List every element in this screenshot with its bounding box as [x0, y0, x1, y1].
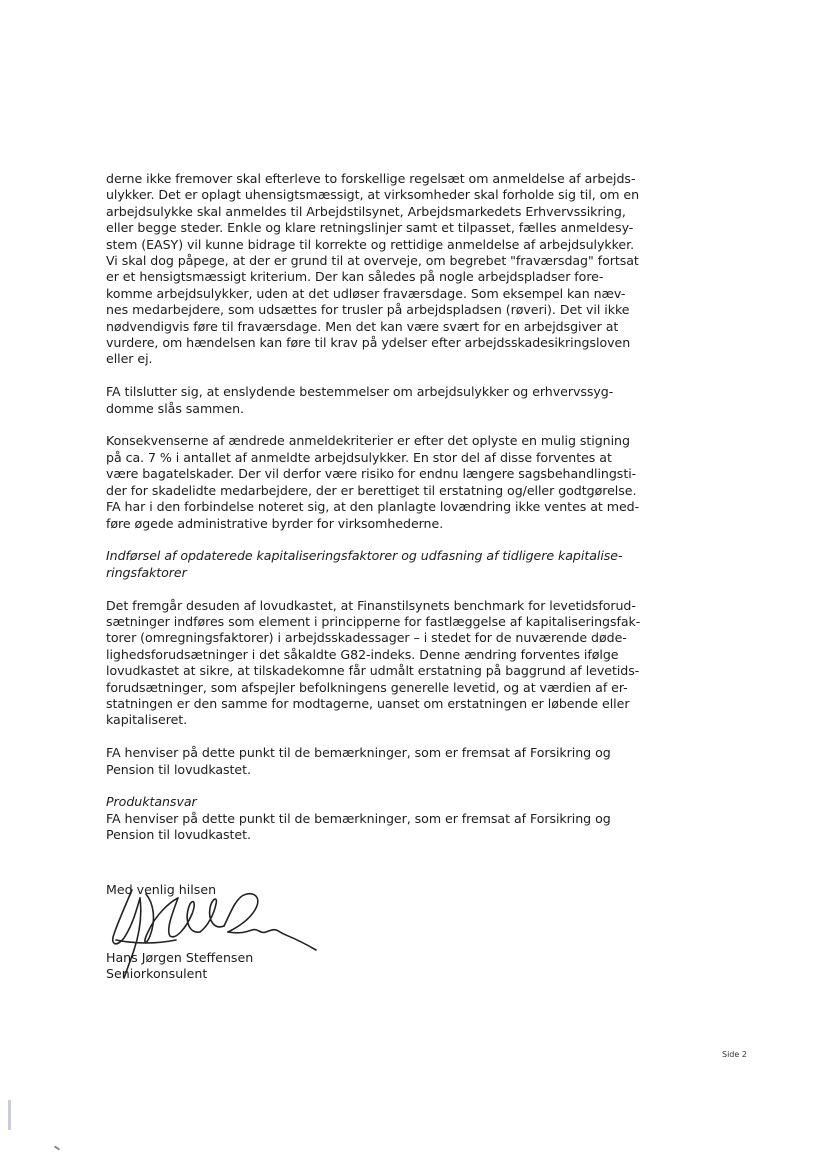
signatory-title: Seniorkonsulent	[106, 966, 208, 982]
text-line: statningen er den samme for modtagerne, uanset om erstatningen er løbende eller	[106, 695, 630, 711]
section-heading-capitalisation	[106, 548, 706, 581]
paragraph-merge-provisions	[106, 384, 706, 417]
text-line: lighedsforudsætninger i det såkaldte G82-indeks. Denne ændring forventes ifølge	[106, 646, 619, 662]
text-line: lovudkastet at sikre, at tilskadekomne får udmålt erstatning på baggrund af levetids-	[106, 663, 640, 679]
heading-line: Indførsel af opdaterede kapitaliseringsfaktorer og udfasning af tidligere kapitalise-	[106, 548, 623, 564]
text-line: Pension til lovudkastet.	[106, 761, 251, 777]
text-line: vurdere, om hændelsen kan føre til krav på ydelser efter arbejdsskadesikringsloven	[106, 335, 631, 351]
text-line: eller begge steder. Enkle og klare retningslinjer samt et tilpasset, fælles anmeldesy-	[106, 220, 634, 236]
text-line: der for skadelidte medarbejdere, der er berettiget til erstatning og/eller godtgørelse.	[106, 482, 637, 498]
text-line: Det fremgår desuden af lovudkastet, at Finanstilsynets benchmark for levetidsforud-	[106, 597, 636, 613]
text-line: torer (omregningsfaktorer) i arbejdsskadessager – i stedet for de nuværende døde-	[106, 630, 627, 646]
paragraph-capitalisation	[106, 598, 706, 729]
text-line: derne ikke fremover skal efterleve to forskellige regelsæt om anmeldelse af arbejds-	[106, 171, 636, 186]
text-line: Konsekvenserne af ændrede anmeldekriterier er efter det oplyste en mulig stigning	[106, 433, 630, 449]
text-line: komme arbejdsulykker, uden at det udløser fraværsdage. Som eksempel kan næv-	[106, 285, 626, 301]
text-line: kapitaliseret.	[106, 712, 188, 728]
paragraph-reference-1	[106, 745, 706, 778]
text-line: forudsætninger, som afspejler befolkningens generelle levetid, og at værdien af er-	[106, 679, 628, 695]
text-line: arbejdsulykke skal anmeldes til Arbejdstilsynet, Arbejdsmarkedets Erhvervssikring,	[106, 203, 626, 219]
text-line: stem (EASY) vil kunne bidrage til korrekte og rettidige anmeldelse af arbejdsulykker.	[106, 236, 635, 252]
section-heading-product-liability: Produktansvar	[106, 794, 197, 810]
signatory-name: Hans Jørgen Steffensen	[106, 950, 254, 965]
text-line: er et hensigtsmæssigt kriterium. Der kan således på nogle arbejdspladser fore-	[106, 269, 604, 285]
text-line: nødvendigvis føre til fraværsdage. Men det kan være svært for en arbejdsgiver at	[106, 318, 619, 334]
text-line: domme slås sammen.	[106, 400, 244, 416]
scan-artifact	[54, 1145, 60, 1150]
text-line: føre øgede administrative byrder for virksomhederne.	[106, 515, 444, 531]
paragraph-reporting-rules	[106, 171, 706, 368]
text-line: FA henviser på dette punkt til de bemærkninger, som er fremsat af Forsikring og	[106, 745, 611, 761]
closing-greeting: Med venlig hilsen	[106, 882, 217, 897]
text-line: nes medarbejdere, som udsættes for trusler på arbejdspladsen (røveri). Det vil ikke	[106, 302, 630, 318]
heading-line: ringsfaktorer	[106, 564, 187, 580]
text-line: Pension til lovudkastet.	[106, 827, 251, 843]
signatory	[106, 950, 253, 983]
text-line: FA henviser på dette punkt til de bemærkninger, som er fremsat af Forsikring og	[106, 810, 611, 826]
text-line: være bagatelskader. Der vil derfor være risiko for endnu længere sagsbehandlingsti-	[106, 466, 637, 482]
text-line: på ca. 7 % i antallet af anmeldte arbejdsulykker. En stor del af disse forventes at	[106, 449, 612, 465]
text-line: ulykker. Det er oplagt uhensigtsmæssigt, at virksomheder skal forholde sig til, om en	[106, 187, 640, 203]
paragraph-consequences	[106, 433, 706, 531]
section-product-liability	[106, 794, 706, 843]
text-line: Vi skal dog påpege, at der er grund til at overveje, om begrebet "fraværsdag" fortsat	[106, 253, 639, 269]
scan-artifact	[8, 1100, 11, 1130]
text-line: FA tilslutter sig, at enslydende bestemmelser om arbejdsulykker og erhvervssyg-	[106, 384, 614, 400]
page-number: Side 2	[722, 1050, 747, 1059]
text-line: eller ej.	[106, 351, 153, 367]
text-line: FA har i den forbindelse noteret sig, at den planlagte lovændring ikke ventes at med-	[106, 499, 640, 515]
text-line: sætninger indføres som element i principperne for fastlæggelse af kapitaliseringsfak-	[106, 613, 641, 629]
letter-body	[106, 171, 706, 860]
